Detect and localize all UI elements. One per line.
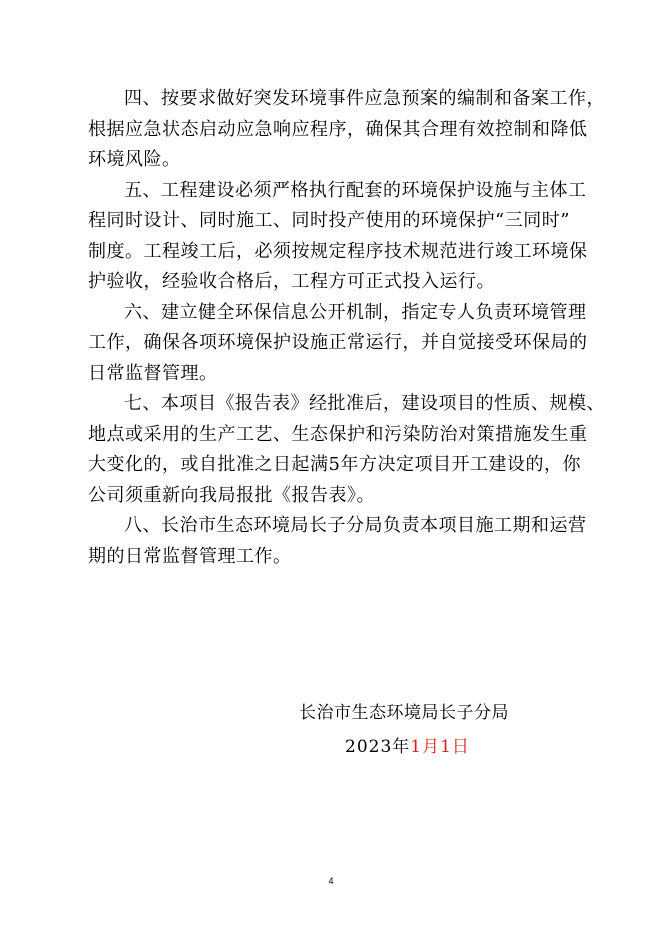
text-line: 根据应急状态启动应急响应程序，确保其合理有效控制和降低 — [88, 118, 588, 140]
issue-date-year: 2023年 — [345, 737, 411, 757]
paragraph-item-7 — [88, 389, 605, 511]
text-line: 程同时设计、同时施工、同时投产使用的环境保护“三同时” — [88, 210, 570, 231]
text-line: 六、建立健全环保信息公开机制，指定专人负责环境管理 — [124, 301, 587, 323]
issue-date-month-day: 1月1日 — [410, 737, 470, 757]
text-line: 制度。工程竣工后，必须按规定程序技术规范进行竣工环境保 — [88, 240, 588, 262]
text-line: 日常监督管理。 — [88, 362, 218, 384]
text-line: 七、本项目《报告表》经批准后，建设项目的性质、规模、 — [124, 393, 605, 414]
text-line: 公司须重新向我局报批《报告表》。 — [88, 484, 375, 506]
document-body — [88, 84, 605, 572]
text-line: 四、按要求做好突发环境事件应急预案的编制和备案工作， — [124, 88, 605, 109]
text-line: 大变化的，或自批准之日起满5年方决定项目开工建设的，你 — [88, 454, 581, 475]
text-line: 八、长治市生态环境局长子分局负责本项目施工期和运营 — [124, 515, 587, 536]
text-line: 工作，确保各项环境保护设施正常运行，并自觉接受环保局的 — [88, 332, 588, 353]
issuing-organization: 长治市生态环境局长子分局 — [299, 703, 509, 723]
text-line: 护验收，经验收合格后，工程方可正式投入运行。 — [88, 271, 495, 292]
text-line: 地点或采用的生产工艺、生态保护和污染防治对策措施发生重 — [88, 423, 588, 445]
text-line: 环境风险。 — [88, 149, 181, 170]
signature-block — [299, 700, 559, 760]
paragraph-item-4 — [88, 84, 605, 176]
page-number: 4 — [328, 876, 334, 886]
text-line: 五、工程建设必须严格执行配套的环境保护设施与主体工 — [124, 179, 587, 201]
paragraph-item-6 — [88, 298, 588, 390]
text-line: 期的日常监督管理工作。 — [88, 545, 292, 567]
issue-date — [345, 734, 605, 760]
paragraph-item-5 — [88, 176, 588, 298]
paragraph-item-8 — [88, 511, 588, 572]
